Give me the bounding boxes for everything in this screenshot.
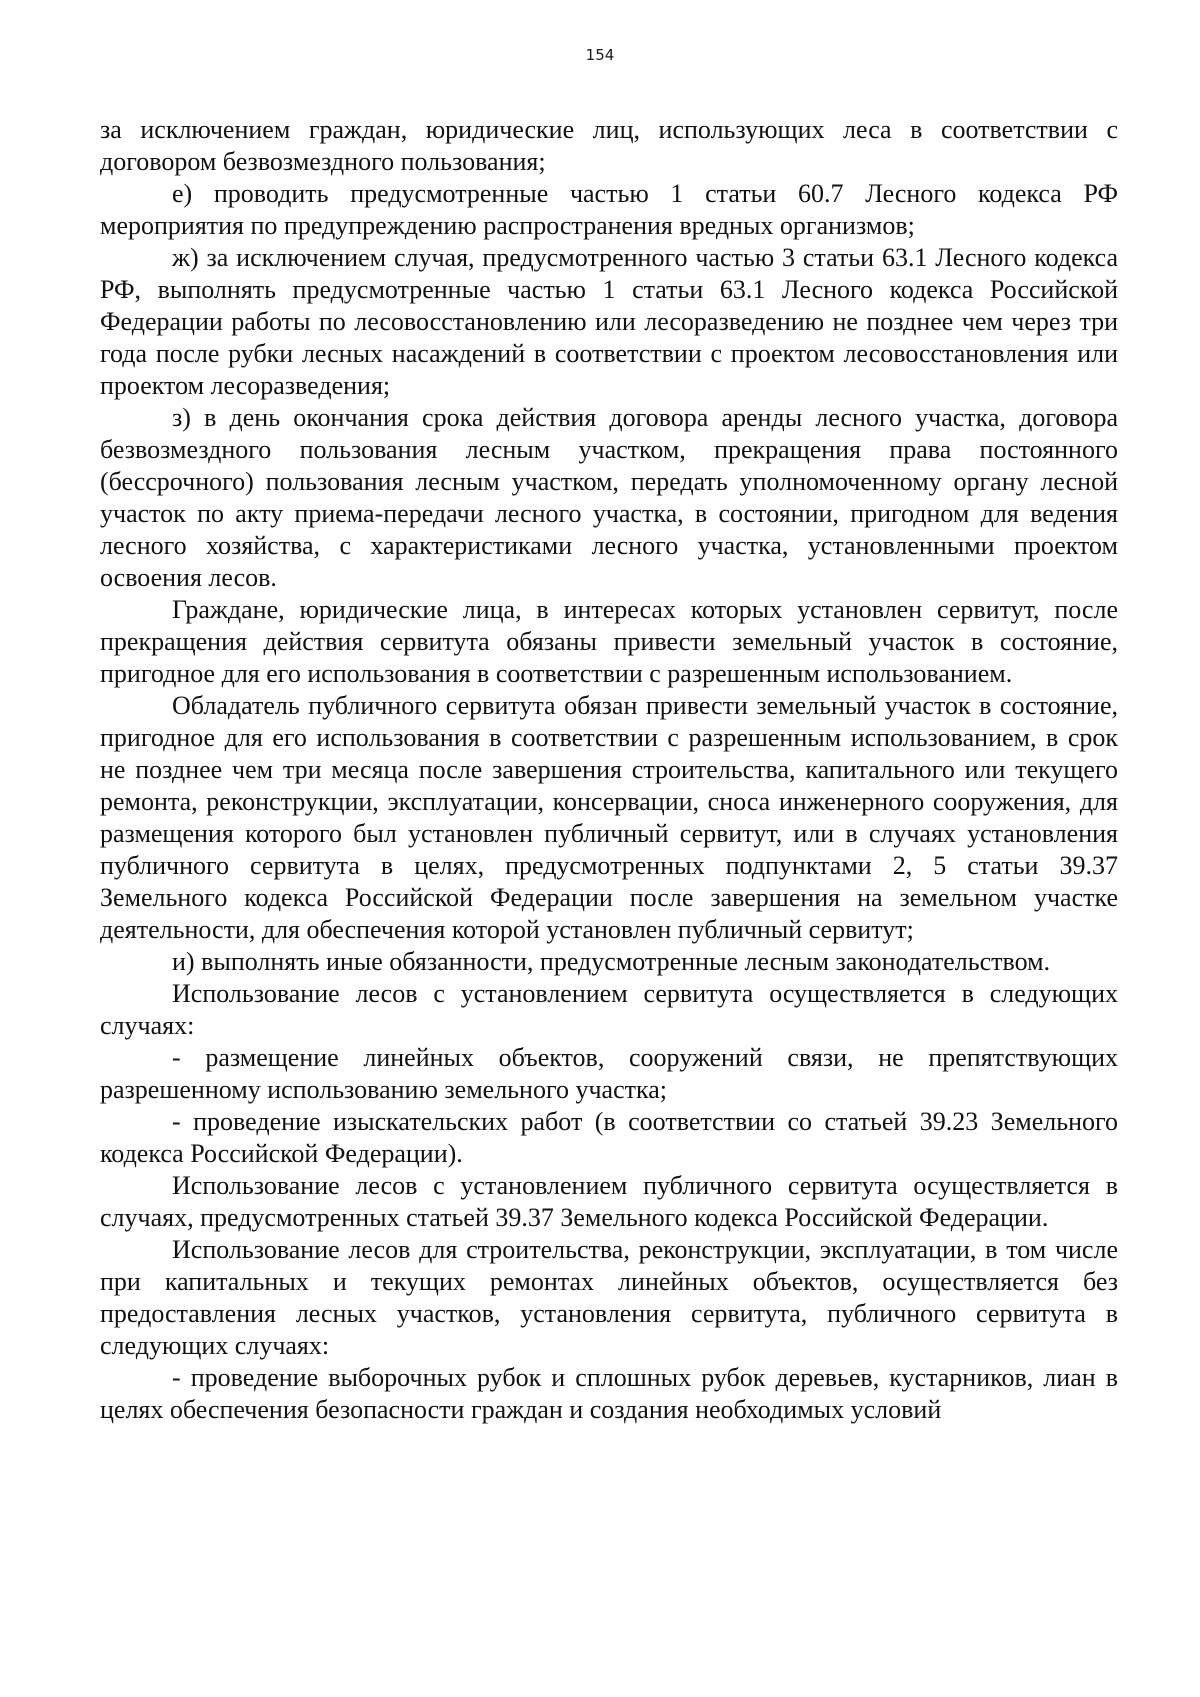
list-item-selective-felling: - проведение выборочных рубок и сплошных рубок деревьев, кустарников, лиан в целях обеспечения безопасности граждан и создания необходимых условий	[100, 1363, 1118, 1424]
paragraph-servitude-restoration: Граждане, юридические лица, в интересах которых установлен сервитут, после прекращения действия сервитута обязаны привести земельный участок в состояние, пригодное для его использования в соответствии с разрешенным использованием.	[100, 595, 1118, 688]
list-item-survey-works: - проведение изыскательских работ (в соответствии со статьей 39.23 Земельного кодекса Российской Федерации).	[100, 1107, 1118, 1168]
paragraph-public-servitude-holder: Обладатель публичного сервитута обязан привести земельный участок в состояние, пригодное для его использования в соответствии с разрешенным использованием, в срок не позднее чем три месяца после завершения строительства, капитального или текущего ремонта, реконструкции, эксплуатации, консервации, сноса инженерного сооружения, для размещения которого был установлен публичный сервитут, или в случаях установления публичного сервитута в целях, предусмотренных подпунктами 2, 5 статьи 39.37 Земельного кодекса Российской Федерации после завершения на земельном участке деятельности, для обеспечения которой установлен публичный сервитут;	[100, 691, 1118, 944]
document-body	[100, 114, 1118, 1426]
paragraph-public-servitude-cases: Использование лесов с установлением публичного сервитута осуществляется в случаях, предусмотренных статьей 39.37 Земельного кодекса Российской Федерации.	[100, 1171, 1118, 1232]
paragraph-item-zh: ж) за исключением случая, предусмотренного частью 3 статьи 63.1 Лесного кодекса РФ, выполнять предусмотренные частью 1 статьи 63.1 Лесного кодекса Российской Федерации работы по лесовосстановлению или лесоразведению не позднее чем через три года после рубки лесных насаждений в соответствии с проектом лесовосстановления или проектом лесоразведения;	[100, 243, 1118, 400]
paragraph-item-z: з) в день окончания срока действия договора аренды лесного участка, договора безвозмездного пользования лесным участком, прекращения права постоянного (бессрочного) пользования лесным участком, передать уполномоченному органу лесной участок по акту приема-передачи лесного участка, в состоянии, пригодном для ведения лесного хозяйства, с характеристиками лесного участка, установленными проектом освоения лесов.	[100, 403, 1118, 592]
paragraph-continuation: за исключением граждан, юридические лиц, использующих леса в соответствии с договором безвозмездного пользования;	[100, 115, 1118, 176]
paragraph-servitude-cases: Использование лесов с установлением сервитута осуществляется в следующих случаях:	[100, 979, 1118, 1040]
paragraph-item-i: и) выполнять иные обязанности, предусмотренные лесным законодательством.	[172, 947, 1051, 976]
list-item-linear-objects: - размещение линейных объектов, сооружений связи, не препятствующих разрешенному использованию земельного участка;	[100, 1043, 1118, 1104]
page-number: 154	[585, 46, 615, 64]
paragraph-item-e: е) проводить предусмотренные частью 1 статьи 60.7 Лесного кодекса РФ мероприятия по предупреждению распространения вредных организмов;	[100, 179, 1118, 240]
paragraph-without-provision: Использование лесов для строительства, реконструкции, эксплуатации, в том числе при капитальных и текущих ремонтах линейных объектов, осуществляется без предоставления лесных участков, установления сервитута, публичного сервитута в следующих случаях:	[100, 1235, 1118, 1360]
